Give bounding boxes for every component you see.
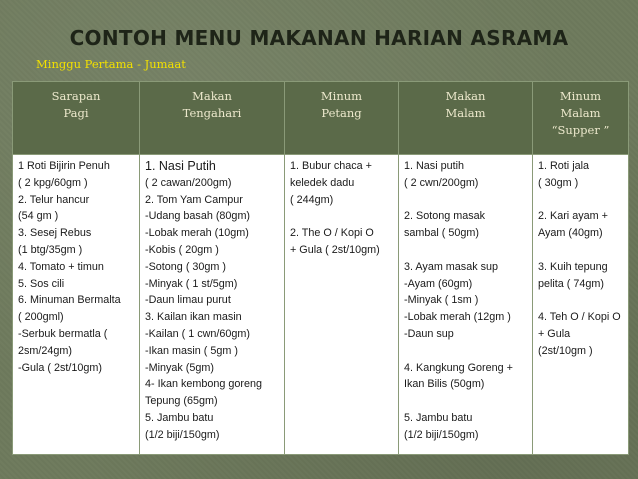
- menu-item-line: 3. Sesej Rebus: [18, 227, 92, 240]
- menu-item-line: Ikan Bilis (50gm): [404, 378, 485, 391]
- menu-item-line: 2. Kari ayam +: [538, 210, 608, 223]
- menu-item-line: 2. The O / Kopi O: [290, 227, 374, 240]
- menu-item-line: -Gula ( 2st/10gm): [18, 361, 103, 374]
- menu-item-line: 5. Jambu batu: [145, 411, 214, 424]
- header-row: [13, 82, 629, 155]
- menu-item-line: 2. Telur hancur: [18, 193, 90, 206]
- menu-item-line: 4- Ikan kembong goreng: [145, 378, 263, 391]
- menu-item-line: Ayam (40gm): [538, 227, 603, 240]
- column-header-line: Minum: [320, 89, 363, 103]
- column-header-line: Petang: [321, 106, 362, 120]
- column-header-line: Sarapan: [51, 89, 101, 103]
- menu-item-line: -Minyak (5gm): [145, 361, 214, 374]
- column-header-minum-petang: [285, 82, 399, 155]
- column-header-line: “Supper ”: [551, 123, 610, 137]
- page-title: CONTOH MENU MAKANAN HARIAN ASRAMA: [69, 26, 569, 50]
- menu-cell-makan-malam: [399, 155, 533, 455]
- menu-item-line: -Minyak ( 1 st/5gm): [145, 277, 238, 290]
- menu-item-line: 4. Teh O / Kopi O: [538, 311, 621, 324]
- column-header-makan-tengahari: [140, 82, 285, 155]
- column-header-line: Minum: [559, 89, 602, 103]
- menu-item-line: [290, 208, 395, 225]
- menu-item-line: (54 gm ): [18, 210, 59, 223]
- menu-table: [12, 81, 629, 455]
- menu-item-line: -Sotong ( 30gm ): [145, 260, 227, 273]
- column-header-makan-malam: [399, 82, 533, 155]
- menu-item-line: + Gula ( 2st/10gm): [290, 243, 380, 256]
- column-header-line: Makan: [192, 89, 232, 103]
- menu-item-line: -Lobak merah (12gm ): [404, 311, 511, 324]
- column-header-line: Malam: [445, 106, 486, 120]
- menu-cell-makan-tengahari: [140, 155, 285, 455]
- menu-item-line: 1. Nasi Putih: [145, 159, 216, 173]
- menu-item-line: [538, 192, 625, 209]
- menu-item-line: [538, 242, 625, 259]
- menu-item-line: [538, 292, 625, 309]
- menu-item-line: (1 btg/35gm ): [18, 243, 83, 256]
- menu-item-line: ( 30gm ): [538, 176, 579, 189]
- menu-row: [13, 155, 629, 455]
- column-header-minum-malam-supper: [533, 82, 629, 155]
- menu-item-line: + Gula: [538, 327, 571, 340]
- menu-item-line: (2st/10gm ): [538, 344, 593, 357]
- menu-item-line: sambal ( 50gm): [404, 227, 480, 240]
- menu-item-line: 3. Kuih tepung: [538, 260, 608, 273]
- menu-item-line: ( 2 cawan/200gm): [145, 176, 232, 189]
- menu-item-line: -Daun sup: [404, 327, 454, 340]
- menu-cell-minum-petang: [285, 155, 399, 455]
- menu-item-line: -Lobak merah (10gm): [145, 227, 249, 240]
- menu-item-line: ( 244gm): [290, 193, 334, 206]
- menu-item-line: (1/2 biji/150gm): [145, 428, 220, 441]
- menu-item-line: 4. Tomato + timun: [18, 260, 104, 273]
- menu-item-line: -Ikan masin ( 5gm ): [145, 344, 238, 357]
- column-header-line: Tengahari: [182, 106, 242, 120]
- menu-item-line: 6. Minuman Bermalta: [18, 294, 121, 307]
- column-header-sarapan-pagi: [13, 82, 140, 155]
- menu-item-line: 1. Roti jala: [538, 160, 590, 172]
- menu-item-line: -Minyak ( 1sm ): [404, 294, 479, 307]
- menu-item-line: -Ayam (60gm): [404, 277, 473, 290]
- column-header-line: Pagi: [63, 106, 89, 120]
- column-header-line: Makan: [445, 89, 486, 103]
- menu-item-line: keledek dadu: [290, 176, 355, 189]
- menu-item-line: -Serbuk bermatla (: [18, 327, 108, 340]
- menu-item-line: 1. Nasi putih: [404, 160, 465, 172]
- menu-item-line: (1/2 biji/150gm): [404, 428, 479, 441]
- menu-item-line: ( 2 kpg/60gm ): [18, 176, 88, 189]
- menu-item-line: 2. Tom Yam Campur: [145, 193, 243, 206]
- menu-item-line: -Kobis ( 20gm ): [145, 243, 219, 256]
- menu-item-line: -Kailan ( 1 cwn/60gm): [145, 327, 251, 340]
- menu-item-line: 1. Bubur chaca +: [290, 160, 372, 172]
- menu-cell-minum-malam-supper: [533, 155, 629, 455]
- menu-item-line: 5. Sos cili: [18, 277, 65, 290]
- menu-item-line: [404, 343, 529, 360]
- menu-item-line: 1 Roti Bijirin Penuh: [18, 160, 110, 172]
- menu-cell-sarapan-pagi: [13, 155, 140, 455]
- menu-item-line: 5. Jambu batu: [404, 411, 473, 424]
- menu-item-line: [404, 192, 529, 209]
- menu-item-line: 2sm/24gm): [18, 344, 73, 357]
- menu-item-line: 3. Ayam masak sup: [404, 260, 499, 273]
- menu-item-line: Tepung (65gm): [145, 395, 218, 408]
- menu-item-line: ( 2 cwn/200gm): [404, 176, 479, 189]
- menu-item-line: 2. Sotong masak: [404, 210, 486, 223]
- menu-item-line: pelita ( 74gm): [538, 277, 605, 290]
- menu-item-line: 3. Kailan ikan masin: [145, 311, 242, 324]
- menu-item-line: [404, 393, 529, 410]
- menu-item-line: [404, 242, 529, 259]
- menu-item-line: -Daun limau purut: [145, 294, 231, 307]
- page-subtitle: Minggu Pertama - Jumaat: [36, 57, 186, 71]
- menu-item-line: 4. Kangkung Goreng +: [404, 361, 513, 374]
- menu-item-line: -Udang basah (80gm): [145, 210, 251, 223]
- menu-item-line: ( 200gml): [18, 311, 64, 324]
- column-header-line: Malam: [560, 106, 601, 120]
